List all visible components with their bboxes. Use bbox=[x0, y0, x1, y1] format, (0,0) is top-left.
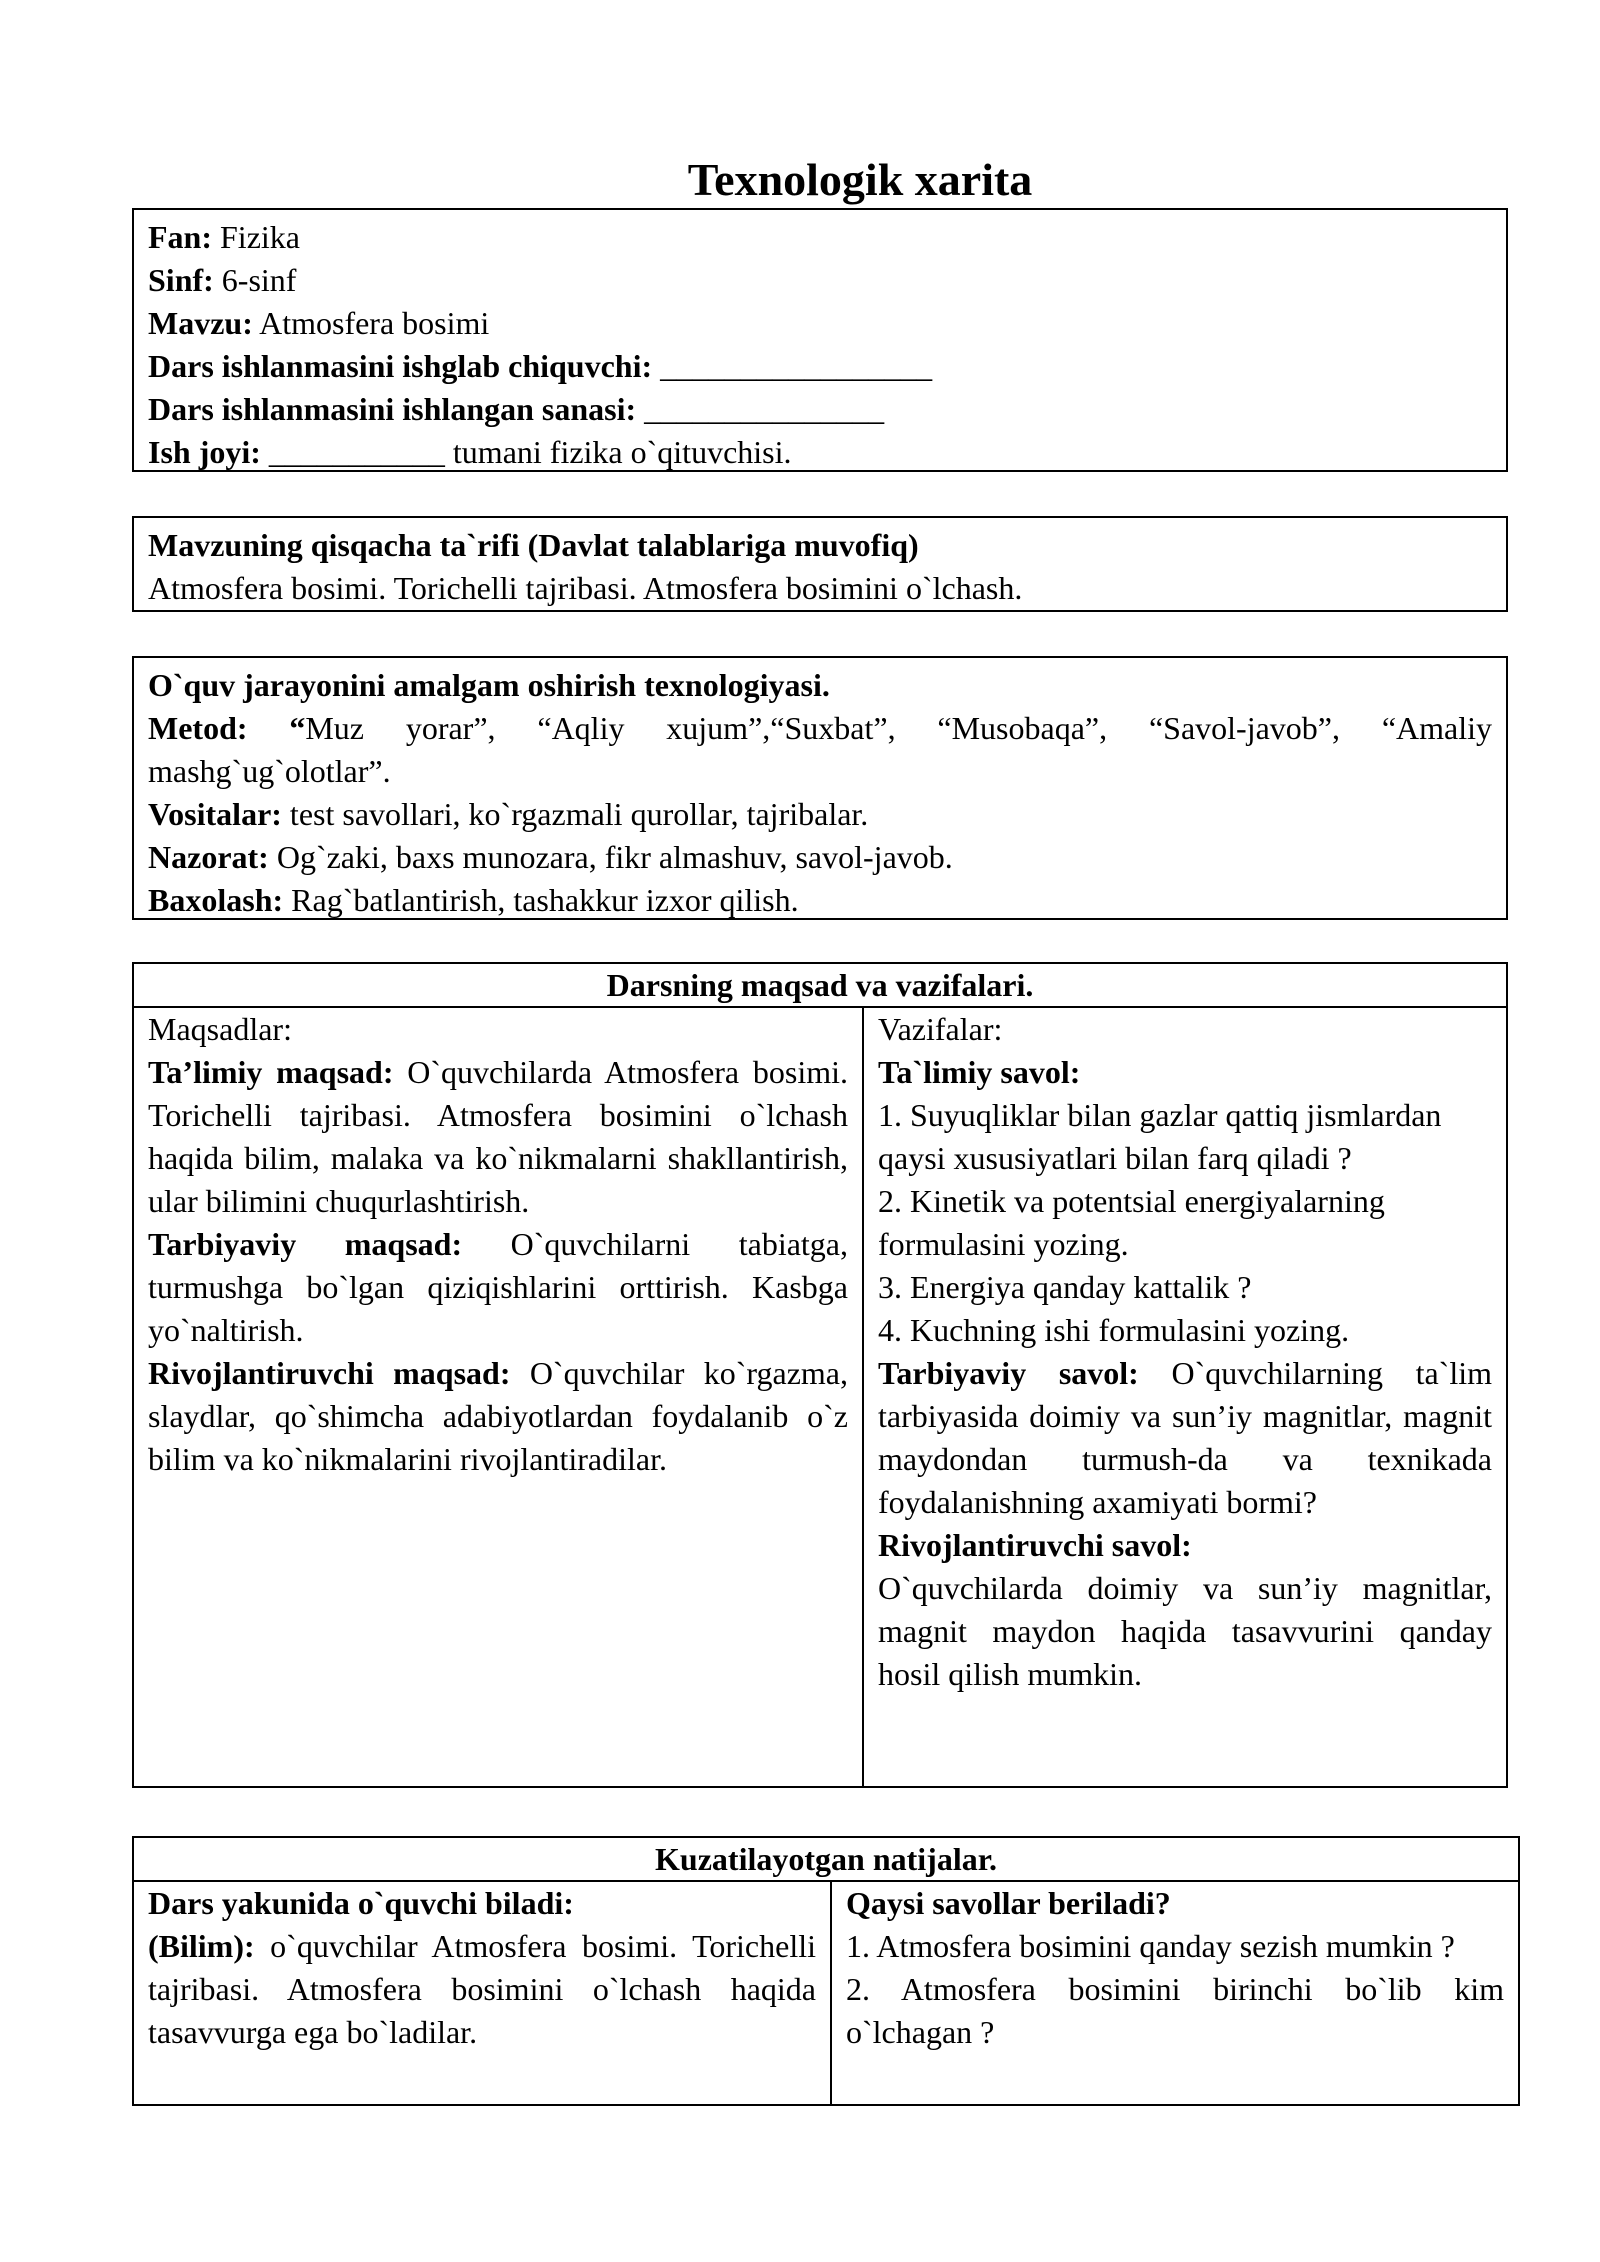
educational-goal-label: Ta’limiy maqsad: bbox=[148, 1054, 394, 1090]
educational-goal bbox=[148, 1051, 848, 1223]
question-3: 3. Energiya qanday kattalik ? bbox=[878, 1269, 1252, 1305]
tools-line bbox=[148, 793, 1492, 836]
tools-label: Vositalar: bbox=[148, 796, 282, 832]
result-question-2: 2. Atmosfera bosimini birinchi bo`lib kim o`lchagan ? bbox=[846, 1971, 1504, 2050]
result-question-1: 1. Atmosfera bosimini qanday sezish mumkin ? bbox=[846, 1928, 1455, 1964]
results-left-cell bbox=[133, 1881, 831, 2105]
tools-value: test savollari, ko`rgazmali qurollar, tajribalar. bbox=[281, 796, 869, 832]
development-goal bbox=[148, 1352, 848, 1481]
topic-value: Atmosfera bosimi bbox=[252, 305, 490, 341]
workplace-value: ___________ tumani fizika o`qituvchisi. bbox=[260, 434, 792, 470]
technology-box bbox=[132, 656, 1508, 920]
author-line bbox=[148, 345, 1492, 388]
date-label: Dars ishlanmasini ishlangan sanasi: bbox=[148, 391, 637, 427]
educational-goal-text: O`quvchilarda Atmosfera bosimi. Torichelli tajribasi. Atmosfera bosimini o`lchash haqida bilim, malaka va ko`nikmalarni shakllantirish, ular bilimini chuqurlashtirish. bbox=[148, 1054, 849, 1219]
upbringing-question-text: O`quvchilarning ta`lim tarbiyasida doimiy va sun’iy magnitlar, magnit maydondan turmush-da va texnikada foydalanishning axamiyati bormi? bbox=[878, 1355, 1493, 1520]
grading-label: Baxolash: bbox=[148, 882, 284, 918]
development-question-text: O`quvchilarda doimiy va sun’iy magnitlar, magnit maydon haqida tasavvurini qanday hosil qilish mumkin. bbox=[878, 1570, 1492, 1692]
goals-heading: Darsning maqsad va vazifalari. bbox=[133, 963, 1507, 1007]
results-heading: Kuzatilayotgan natijalar. bbox=[133, 1837, 1519, 1881]
method-line bbox=[148, 707, 1492, 793]
results-right-header: Qaysi savollar beriladi? bbox=[846, 1885, 1171, 1921]
results-right-cell bbox=[831, 1881, 1519, 2105]
development-goal-label: Rivojlantiruvchi maqsad: bbox=[148, 1355, 511, 1391]
development-goal-text: O`quvchilar ko`rgazma, slaydlar, qo`shimcha adabiyotlardan foydalanib o`z bilim va ko`nikmalarini rivojlantiradilar. bbox=[148, 1355, 849, 1477]
topic-label: Mavzu: bbox=[148, 305, 253, 341]
control-line bbox=[148, 836, 1492, 879]
upbringing-question-label: Tarbiyaviy savol: bbox=[878, 1355, 1139, 1391]
info-box bbox=[132, 208, 1508, 472]
knowledge-text: o`quvchilar Atmosfera bosimi. Torichelli tajribasi. Atmosfera bosimini o`lchash haqida tasavvurga ega bo`ladilar. bbox=[148, 1928, 816, 2050]
grade-label: Sinf: bbox=[148, 262, 214, 298]
workplace-label: Ish joyi: bbox=[148, 434, 261, 470]
goals-right-header: Vazifalar: bbox=[878, 1011, 1003, 1047]
date-value: _______________ bbox=[636, 391, 885, 427]
results-left-header: Dars yakunida o`quvchi biladi: bbox=[148, 1885, 574, 1921]
grading-line bbox=[148, 879, 1492, 922]
author-label: Dars ishlanmasini ishglab chiquvchi: bbox=[148, 348, 653, 384]
technology-heading: O`quv jarayonini amalgam oshirish texnologiyasi. bbox=[148, 667, 830, 703]
page-title: Texnologik xarita bbox=[687, 154, 1033, 205]
knowledge-label: (Bilim): bbox=[148, 1928, 255, 1964]
summary-heading: Mavzuning qisqacha ta`rifi (Davlat talablariga muvofiq) bbox=[148, 527, 919, 563]
subject-label: Fan: bbox=[148, 219, 212, 255]
upbringing-question bbox=[878, 1352, 1492, 1524]
summary-text: Atmosfera bosimi. Torichelli tajribasi. Atmosfera bosimini o`lchash. bbox=[148, 570, 1023, 606]
question-4: 4. Kuchning ishi formulasini yozing. bbox=[878, 1312, 1350, 1348]
author-value: _________________ bbox=[652, 348, 933, 384]
upbringing-goal-label: Tarbiyaviy maqsad: bbox=[148, 1226, 463, 1262]
results-table bbox=[132, 1836, 1520, 2106]
educational-question-label: Ta`limiy savol: bbox=[878, 1054, 1081, 1090]
question-2: 2. Kinetik va potentsial energiyalarning formulasini yozing. bbox=[878, 1183, 1385, 1262]
method-label: Metod: “ bbox=[148, 710, 306, 746]
control-label: Nazorat: bbox=[148, 839, 269, 875]
topic-line bbox=[148, 302, 1492, 345]
grade-value: 6-sinf bbox=[213, 262, 297, 298]
goals-table bbox=[132, 962, 1508, 1788]
workplace-line bbox=[148, 431, 1492, 474]
goals-left-cell bbox=[133, 1007, 863, 1787]
grade-line bbox=[148, 259, 1492, 302]
question-1: 1. Suyuqliklar bilan gazlar qattiq jismlardan qaysi xususiyatlari bilan farq qiladi ? bbox=[878, 1097, 1442, 1176]
control-value: Og`zaki, baxs munozara, fikr almashuv, savol-javob. bbox=[268, 839, 953, 875]
date-line bbox=[148, 388, 1492, 431]
subject-value: Fizika bbox=[212, 219, 300, 255]
subject-line bbox=[148, 216, 1492, 259]
goals-right-cell bbox=[863, 1007, 1507, 1787]
upbringing-goal bbox=[148, 1223, 848, 1352]
summary-box bbox=[132, 516, 1508, 612]
goals-left-header: Maqsadlar: bbox=[148, 1011, 292, 1047]
method-value: Muz yorar”, “Aqliy xujum”,“Suxbat”, “Musobaqa”, “Savol-javob”, “Amaliy mashg`ug`olotlar”. bbox=[148, 710, 1493, 789]
knowledge-outcome bbox=[148, 1925, 816, 2054]
development-question-label: Rivojlantiruvchi savol: bbox=[878, 1527, 1192, 1563]
upbringing-goal-text: O`quvchilarni tabiatga, turmushga bo`lgan qiziqishlarini orttirish. Kasbga yo`naltirish. bbox=[148, 1226, 849, 1348]
grading-value: Rag`batlantirish, tashakkur izxor qilish. bbox=[283, 882, 799, 918]
